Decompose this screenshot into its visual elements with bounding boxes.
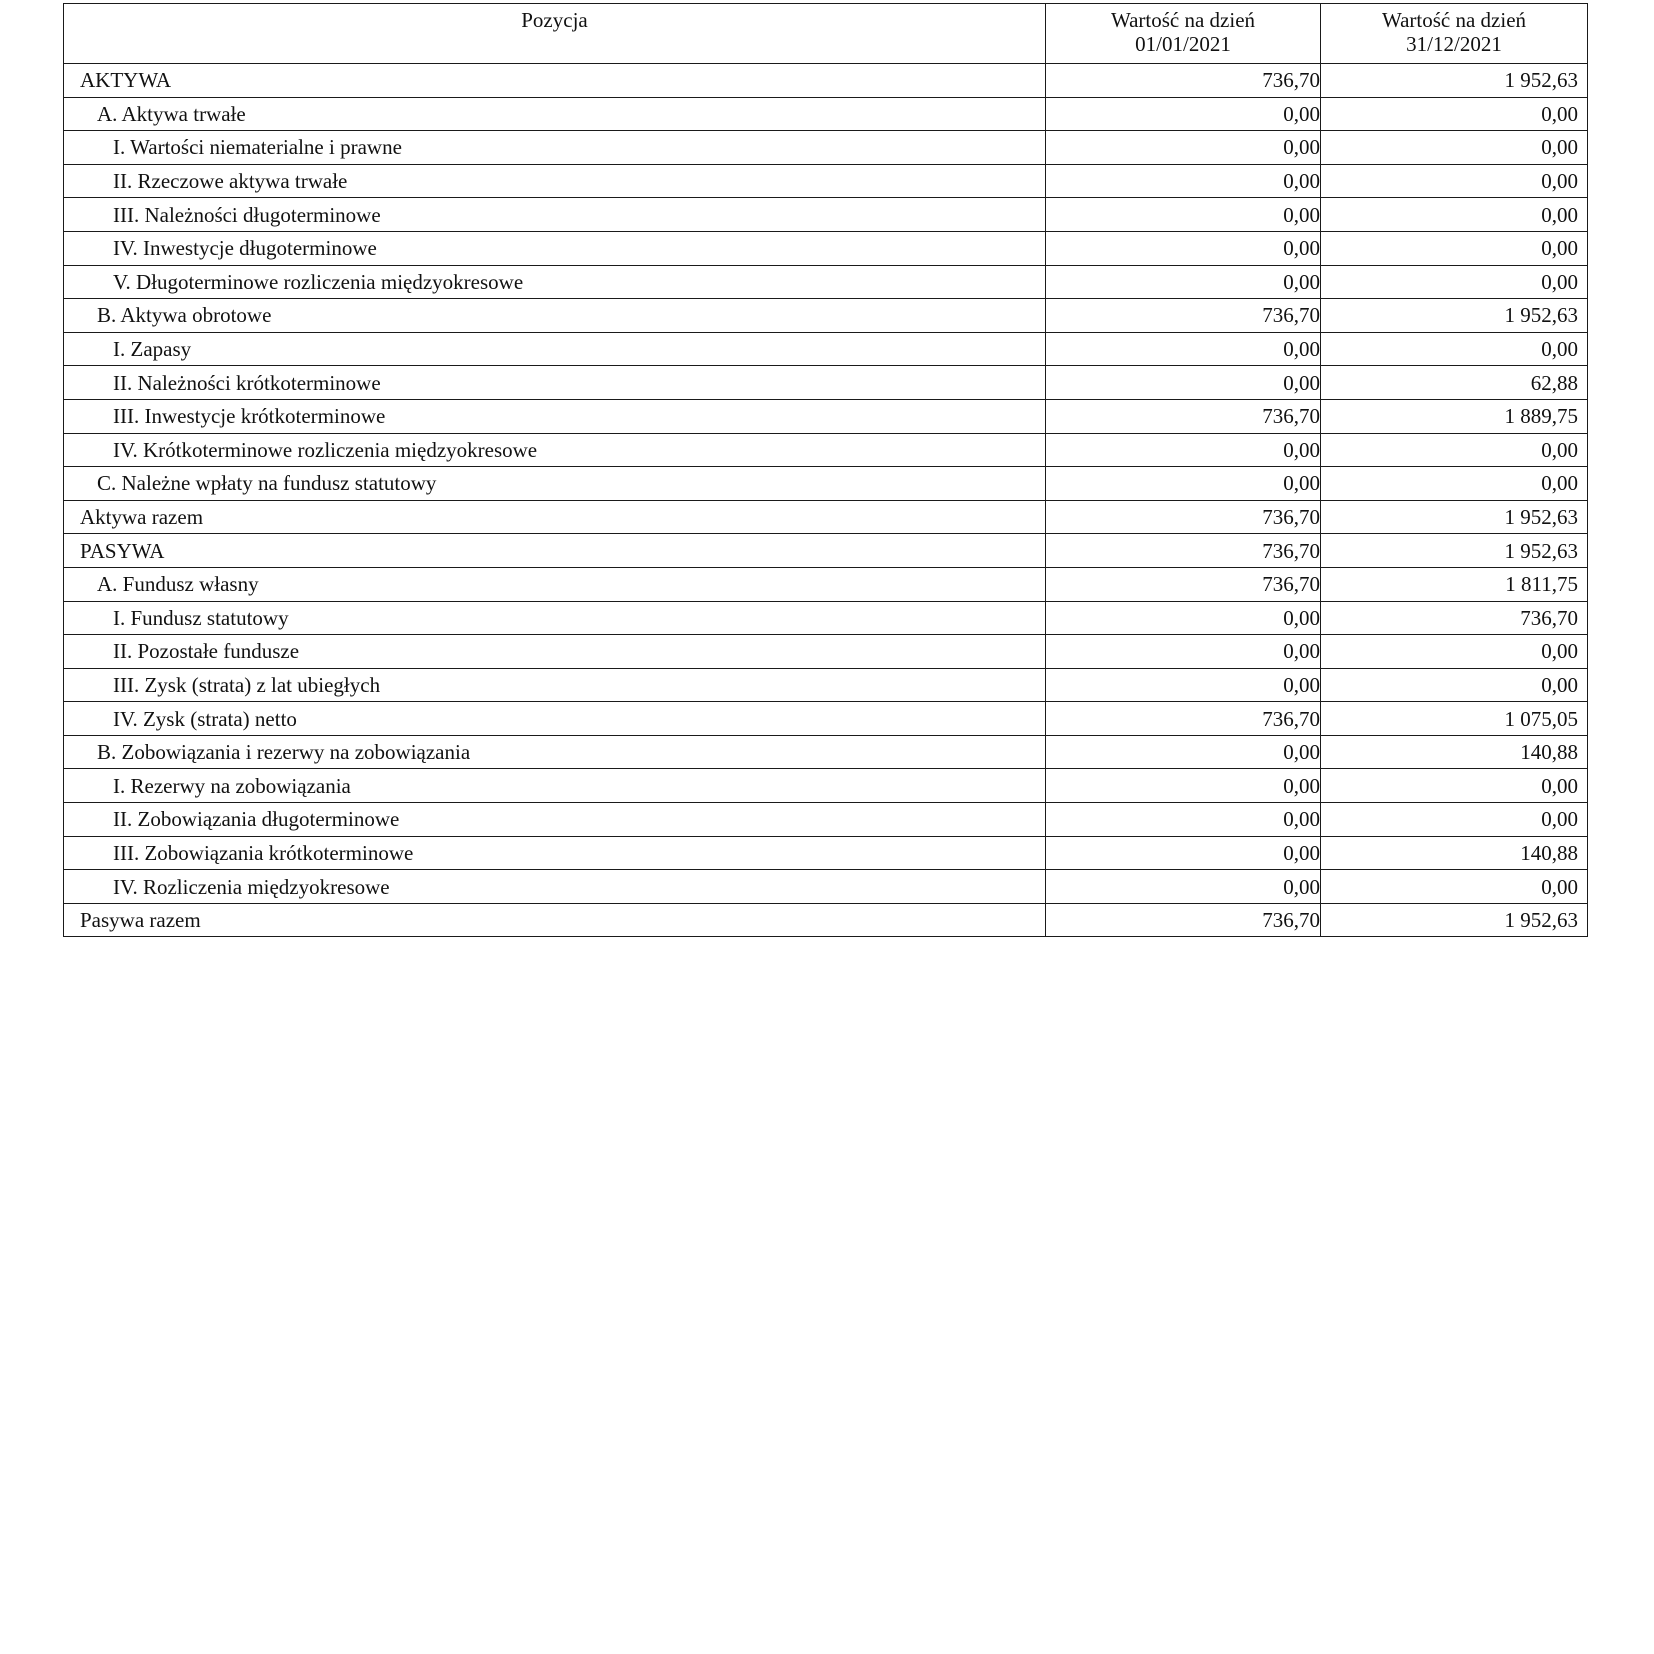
header-value-end-line1: Wartość na dzień [1381, 8, 1527, 32]
header-value-end-date: 31/12/2021 [1406, 32, 1502, 56]
table-row [64, 299, 1588, 333]
row-label: III. Inwestycje krótkoterminowe [64, 399, 1046, 433]
row-label: PASYWA [64, 534, 1046, 568]
value-end-of-year: 140,88 [1321, 735, 1588, 769]
table-row [64, 97, 1588, 131]
value-start-of-year: 0,00 [1046, 198, 1321, 232]
value-end-of-year: 0,00 [1321, 164, 1588, 198]
value-end-of-year: 1 889,75 [1321, 399, 1588, 433]
table-row [64, 467, 1588, 501]
value-end-of-year: 736,70 [1321, 601, 1588, 635]
value-start-of-year: 0,00 [1046, 265, 1321, 299]
table-row [64, 332, 1588, 366]
row-label: IV. Inwestycje długoterminowe [64, 231, 1046, 265]
table-header [64, 4, 1588, 64]
value-end-of-year: 0,00 [1321, 433, 1588, 467]
table-row [64, 399, 1588, 433]
table-row [64, 64, 1588, 98]
header-value-start-date: 01/01/2021 [1135, 32, 1231, 56]
row-label: II. Pozostałe fundusze [64, 635, 1046, 669]
table-row [64, 433, 1588, 467]
value-start-of-year: 0,00 [1046, 870, 1321, 904]
row-label: II. Należności krótkoterminowe [64, 366, 1046, 400]
value-start-of-year: 736,70 [1046, 903, 1321, 937]
value-start-of-year: 0,00 [1046, 635, 1321, 669]
table-row [64, 534, 1588, 568]
value-end-of-year: 0,00 [1321, 332, 1588, 366]
value-start-of-year: 0,00 [1046, 332, 1321, 366]
value-start-of-year: 736,70 [1046, 702, 1321, 736]
value-start-of-year: 736,70 [1046, 64, 1321, 98]
header-value-start [1046, 4, 1321, 64]
table-row [64, 567, 1588, 601]
table-row [64, 769, 1588, 803]
row-label: IV. Zysk (strata) netto [64, 702, 1046, 736]
value-start-of-year: 0,00 [1046, 735, 1321, 769]
value-start-of-year: 0,00 [1046, 601, 1321, 635]
balance-sheet-page [63, 3, 1587, 937]
table-row [64, 366, 1588, 400]
header-position [64, 4, 1046, 64]
header-value-end [1321, 4, 1588, 64]
table-row [64, 702, 1588, 736]
row-label: V. Długoterminowe rozliczenia międzyokresowe [64, 265, 1046, 299]
table-row [64, 265, 1588, 299]
table-row [64, 231, 1588, 265]
value-start-of-year: 0,00 [1046, 467, 1321, 501]
value-start-of-year: 0,00 [1046, 803, 1321, 837]
value-end-of-year: 1 952,63 [1321, 500, 1588, 534]
row-label: I. Zapasy [64, 332, 1046, 366]
table-row [64, 635, 1588, 669]
value-end-of-year: 1 952,63 [1321, 903, 1588, 937]
row-label: I. Wartości niematerialne i prawne [64, 131, 1046, 165]
table-row [64, 803, 1588, 837]
row-label: B. Zobowiązania i rezerwy na zobowiązania [64, 735, 1046, 769]
value-end-of-year: 0,00 [1321, 803, 1588, 837]
row-label: Aktywa razem [64, 500, 1046, 534]
value-end-of-year: 0,00 [1321, 668, 1588, 702]
row-label: Pasywa razem [64, 903, 1046, 937]
value-start-of-year: 0,00 [1046, 131, 1321, 165]
row-label: III. Zobowiązania krótkoterminowe [64, 836, 1046, 870]
value-start-of-year: 0,00 [1046, 433, 1321, 467]
value-start-of-year: 736,70 [1046, 534, 1321, 568]
row-label: I. Fundusz statutowy [64, 601, 1046, 635]
row-label: II. Zobowiązania długoterminowe [64, 803, 1046, 837]
value-start-of-year: 736,70 [1046, 567, 1321, 601]
row-label: II. Rzeczowe aktywa trwałe [64, 164, 1046, 198]
value-start-of-year: 0,00 [1046, 97, 1321, 131]
value-start-of-year: 0,00 [1046, 668, 1321, 702]
table-row [64, 903, 1588, 937]
row-label: A. Fundusz własny [64, 567, 1046, 601]
value-end-of-year: 1 952,63 [1321, 64, 1588, 98]
header-row [64, 4, 1588, 64]
table-row [64, 836, 1588, 870]
value-end-of-year: 62,88 [1321, 366, 1588, 400]
table-body [64, 64, 1588, 937]
value-end-of-year: 1 952,63 [1321, 299, 1588, 333]
balance-sheet-table [63, 3, 1588, 937]
row-label: AKTYWA [64, 64, 1046, 98]
table-row [64, 601, 1588, 635]
value-start-of-year: 736,70 [1046, 399, 1321, 433]
value-start-of-year: 736,70 [1046, 500, 1321, 534]
value-end-of-year: 1 075,05 [1321, 702, 1588, 736]
row-label: IV. Rozliczenia międzyokresowe [64, 870, 1046, 904]
table-row [64, 870, 1588, 904]
value-end-of-year: 0,00 [1321, 870, 1588, 904]
table-row [64, 500, 1588, 534]
row-label: A. Aktywa trwałe [64, 97, 1046, 131]
value-end-of-year: 0,00 [1321, 265, 1588, 299]
table-row [64, 198, 1588, 232]
value-end-of-year: 0,00 [1321, 198, 1588, 232]
header-position-label: Pozycja [521, 8, 588, 32]
value-end-of-year: 1 952,63 [1321, 534, 1588, 568]
value-end-of-year: 0,00 [1321, 231, 1588, 265]
value-start-of-year: 0,00 [1046, 836, 1321, 870]
table-row [64, 735, 1588, 769]
value-end-of-year: 1 811,75 [1321, 567, 1588, 601]
row-label: III. Zysk (strata) z lat ubiegłych [64, 668, 1046, 702]
row-label: C. Należne wpłaty na fundusz statutowy [64, 467, 1046, 501]
table-row [64, 668, 1588, 702]
row-label: IV. Krótkoterminowe rozliczenia międzyokresowe [64, 433, 1046, 467]
row-label: III. Należności długoterminowe [64, 198, 1046, 232]
row-label: B. Aktywa obrotowe [64, 299, 1046, 333]
value-start-of-year: 736,70 [1046, 299, 1321, 333]
value-end-of-year: 0,00 [1321, 97, 1588, 131]
value-end-of-year: 0,00 [1321, 467, 1588, 501]
value-end-of-year: 0,00 [1321, 769, 1588, 803]
value-end-of-year: 140,88 [1321, 836, 1588, 870]
value-start-of-year: 0,00 [1046, 231, 1321, 265]
table-row [64, 131, 1588, 165]
header-value-start-line1: Wartość na dzień [1110, 8, 1256, 32]
value-start-of-year: 0,00 [1046, 164, 1321, 198]
table-row [64, 164, 1588, 198]
value-start-of-year: 0,00 [1046, 366, 1321, 400]
value-start-of-year: 0,00 [1046, 769, 1321, 803]
row-label: I. Rezerwy na zobowiązania [64, 769, 1046, 803]
value-end-of-year: 0,00 [1321, 131, 1588, 165]
value-end-of-year: 0,00 [1321, 635, 1588, 669]
